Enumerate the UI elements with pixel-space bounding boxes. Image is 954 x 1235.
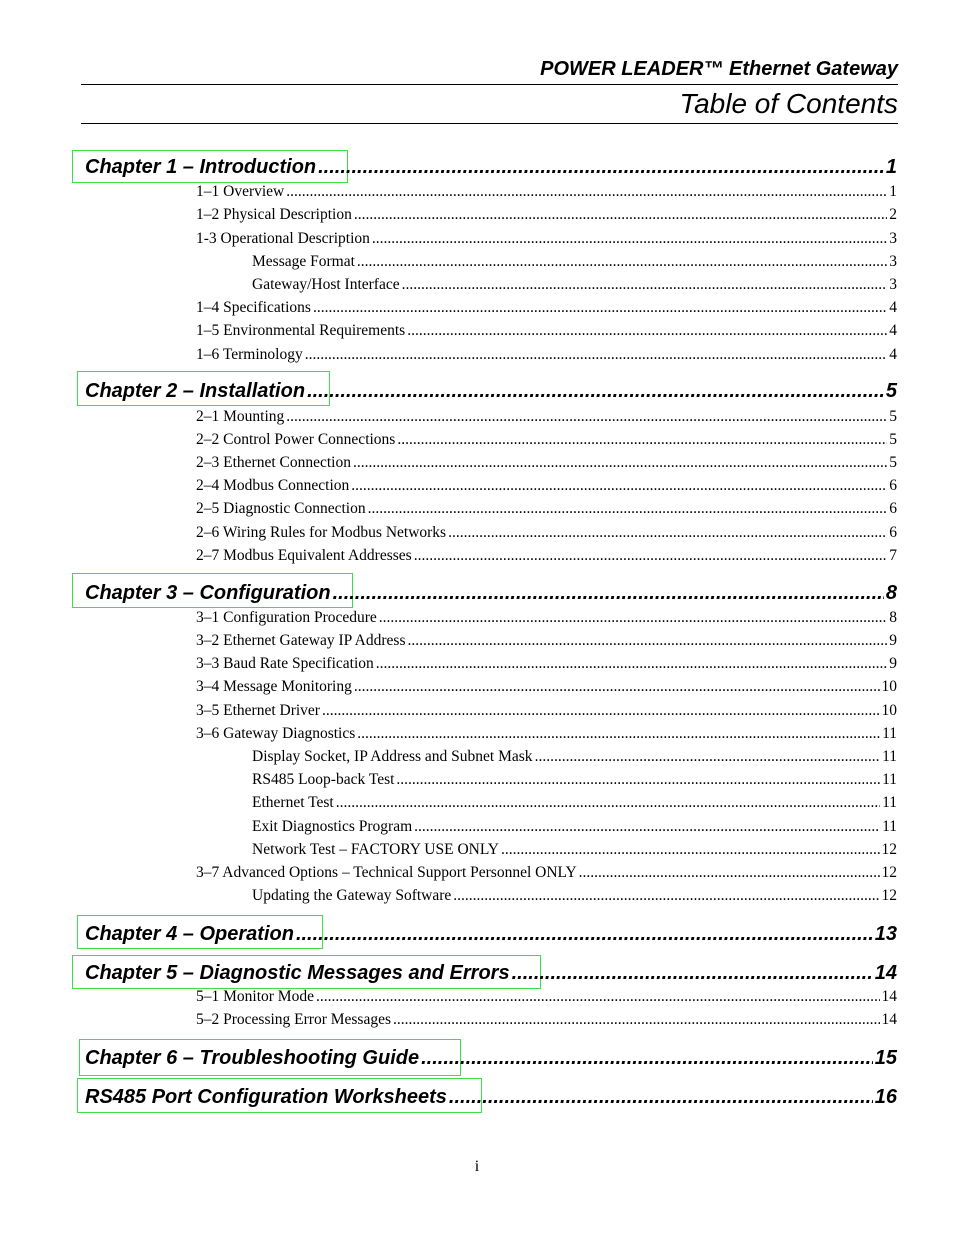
entry-page: 12 bbox=[881, 841, 897, 858]
dot-leader bbox=[414, 545, 888, 567]
dot-leader bbox=[453, 885, 879, 907]
toc-entry[interactable] bbox=[196, 498, 897, 520]
toc-entry[interactable] bbox=[196, 630, 897, 652]
entry-page: 11 bbox=[882, 794, 897, 811]
toc-entry[interactable] bbox=[196, 204, 897, 226]
toc-subentry[interactable] bbox=[252, 839, 897, 861]
entry-page: 9 bbox=[889, 632, 897, 649]
dot-leader bbox=[512, 960, 873, 986]
entry-page: 10 bbox=[881, 678, 897, 695]
dot-leader bbox=[322, 700, 880, 722]
entry-label: 2–2 Control Power Connections bbox=[196, 431, 396, 448]
entry-page: 3 bbox=[889, 230, 897, 247]
chapter-label: Chapter 6 – Troubleshooting Guide bbox=[85, 1047, 420, 1069]
dot-leader bbox=[354, 204, 887, 226]
toc-entry[interactable] bbox=[196, 181, 897, 203]
entry-page: 2 bbox=[889, 206, 897, 223]
entry-page: 10 bbox=[881, 702, 897, 719]
toc-entry[interactable] bbox=[196, 653, 897, 675]
entry-label: 3–2 Ethernet Gateway IP Address bbox=[196, 632, 406, 649]
entry-page: 4 bbox=[889, 322, 897, 339]
entry-page: 5 bbox=[889, 408, 897, 425]
dot-leader bbox=[414, 816, 880, 838]
chapter-label: Chapter 3 – Configuration bbox=[85, 582, 331, 604]
entry-page: 12 bbox=[881, 887, 897, 904]
dot-leader bbox=[402, 274, 888, 296]
entry-label: 3–1 Configuration Procedure bbox=[196, 609, 377, 626]
toc-entry[interactable] bbox=[196, 1009, 897, 1031]
chapter-page: 14 bbox=[874, 962, 897, 984]
entry-label: Message Format bbox=[252, 253, 355, 270]
toc-entry[interactable] bbox=[196, 700, 897, 722]
entry-page: 3 bbox=[889, 276, 897, 293]
toc-subentry[interactable] bbox=[252, 274, 897, 296]
header-rule-top bbox=[81, 84, 898, 85]
toc-subentry[interactable] bbox=[252, 746, 897, 768]
dot-leader bbox=[336, 792, 880, 814]
entry-label: 2–1 Mounting bbox=[196, 408, 285, 425]
chapter-page: 5 bbox=[885, 380, 897, 402]
entry-label: 2–3 Ethernet Connection bbox=[196, 454, 351, 471]
entry-label: Network Test – FACTORY USE ONLY bbox=[252, 841, 499, 858]
toc-chapter-4[interactable] bbox=[85, 921, 897, 947]
dot-leader bbox=[501, 839, 880, 861]
entry-page: 11 bbox=[882, 725, 897, 742]
dot-leader bbox=[286, 181, 887, 203]
dot-leader bbox=[316, 986, 880, 1008]
chapter-label: Chapter 1 – Introduction bbox=[85, 156, 317, 178]
toc-entry[interactable] bbox=[196, 297, 897, 319]
chapter-page: 8 bbox=[885, 582, 897, 604]
toc-subentry[interactable] bbox=[252, 816, 897, 838]
toc-entry[interactable] bbox=[196, 723, 897, 745]
dot-leader bbox=[448, 522, 887, 544]
entry-label: 3–4 Message Monitoring bbox=[196, 678, 352, 695]
dot-leader bbox=[307, 378, 884, 404]
toc-entry[interactable] bbox=[196, 475, 897, 497]
dot-leader bbox=[396, 769, 880, 791]
dot-leader bbox=[333, 580, 884, 606]
entry-label: 2–4 Modbus Connection bbox=[196, 477, 350, 494]
chapter-page: 15 bbox=[874, 1047, 897, 1069]
toc-chapter-2[interactable] bbox=[85, 378, 897, 404]
dot-leader bbox=[305, 344, 888, 366]
chapter-page: 16 bbox=[874, 1086, 897, 1108]
toc-entry[interactable] bbox=[196, 676, 897, 698]
entry-page: 5 bbox=[889, 431, 897, 448]
dot-leader bbox=[535, 746, 881, 768]
dot-leader bbox=[372, 228, 887, 250]
entry-page: 11 bbox=[882, 771, 897, 788]
entry-label: 3–3 Baud Rate Specification bbox=[196, 655, 374, 672]
toc-entry[interactable] bbox=[196, 607, 897, 629]
toc-subentry[interactable] bbox=[252, 885, 897, 907]
header-rule-bottom bbox=[81, 123, 898, 124]
entry-label: 5–2 Processing Error Messages bbox=[196, 1011, 392, 1028]
dot-leader bbox=[357, 723, 880, 745]
toc-title: Table of Contents bbox=[679, 88, 898, 119]
dot-leader bbox=[313, 297, 887, 319]
entry-page: 3 bbox=[889, 253, 897, 270]
entry-label: Updating the Gateway Software bbox=[252, 887, 452, 904]
entry-label: Gateway/Host Interface bbox=[252, 276, 400, 293]
dot-leader bbox=[408, 630, 888, 652]
entry-label: 1–1 Overview bbox=[196, 183, 285, 200]
toc-chapter-6[interactable] bbox=[85, 1045, 897, 1071]
dot-leader bbox=[357, 251, 887, 273]
toc-subentry[interactable] bbox=[252, 251, 897, 273]
entry-page: 11 bbox=[882, 748, 897, 765]
entry-page: 8 bbox=[889, 609, 897, 626]
chapter-label: Chapter 2 – Installation bbox=[85, 380, 306, 402]
dot-leader bbox=[376, 653, 887, 675]
entry-label: 3–6 Gateway Diagnostics bbox=[196, 725, 356, 742]
entry-label: 1-3 Operational Description bbox=[196, 230, 370, 247]
entry-page: 7 bbox=[889, 547, 897, 564]
toc-entry[interactable] bbox=[196, 228, 897, 250]
toc-worksheets[interactable] bbox=[85, 1084, 897, 1110]
dot-leader bbox=[421, 1045, 873, 1071]
dot-leader bbox=[393, 1009, 879, 1031]
toc-entry[interactable] bbox=[196, 545, 897, 567]
dot-leader bbox=[397, 429, 887, 451]
toc-entry[interactable] bbox=[196, 429, 897, 451]
entry-page: 9 bbox=[889, 655, 897, 672]
entry-page: 14 bbox=[881, 988, 897, 1005]
toc-entry[interactable] bbox=[196, 320, 897, 342]
entry-page: 12 bbox=[881, 864, 897, 881]
entry-page: 6 bbox=[889, 500, 897, 517]
entry-page: 6 bbox=[889, 524, 897, 541]
entry-page: 6 bbox=[889, 477, 897, 494]
entry-label: 3–7 Advanced Options – Technical Support Personnel ONLY bbox=[196, 864, 577, 881]
page-number: i bbox=[474, 1158, 480, 1175]
dot-leader bbox=[407, 320, 887, 342]
entry-page: 11 bbox=[882, 818, 897, 835]
dot-leader bbox=[379, 607, 887, 629]
chapter-label: Chapter 5 – Diagnostic Messages and Errors bbox=[85, 962, 510, 984]
chapter-label: Chapter 4 – Operation bbox=[85, 923, 294, 945]
entry-page: 4 bbox=[889, 299, 897, 316]
entry-page: 5 bbox=[889, 454, 897, 471]
entry-label: RS485 Loop-back Test bbox=[252, 771, 395, 788]
dot-leader bbox=[353, 452, 887, 474]
toc-subentry[interactable] bbox=[252, 769, 897, 791]
dot-leader bbox=[368, 498, 888, 520]
dot-leader bbox=[296, 921, 873, 947]
dot-leader bbox=[579, 862, 880, 884]
chapter-page: 13 bbox=[874, 923, 897, 945]
entry-label: 2–5 Diagnostic Connection bbox=[196, 500, 366, 517]
chapter-label: RS485 Port Configuration Worksheets bbox=[85, 1086, 447, 1108]
toc-entry[interactable] bbox=[196, 862, 897, 884]
toc-entry[interactable] bbox=[196, 406, 897, 428]
entry-label: 1–2 Physical Description bbox=[196, 206, 352, 223]
toc-chapter-3[interactable] bbox=[85, 580, 897, 606]
header-product-title: POWER LEADER™ Ethernet Gateway bbox=[540, 58, 898, 80]
toc-entry[interactable] bbox=[196, 344, 897, 366]
entry-page: 14 bbox=[881, 1011, 897, 1028]
toc-subentry[interactable] bbox=[252, 792, 897, 814]
entry-label: 2–6 Wiring Rules for Modbus Networks bbox=[196, 524, 447, 541]
entry-label: 1–4 Specifications bbox=[196, 299, 311, 316]
entry-page: 1 bbox=[889, 183, 897, 200]
entry-label: Display Socket, IP Address and Subnet Mask bbox=[252, 748, 533, 765]
entry-label: 5–1 Monitor Mode bbox=[196, 988, 314, 1005]
toc-entry[interactable] bbox=[196, 452, 897, 474]
chapter-page: 1 bbox=[885, 156, 897, 178]
dot-leader bbox=[354, 676, 880, 698]
entry-label: Exit Diagnostics Program bbox=[252, 818, 413, 835]
toc-chapter-5[interactable] bbox=[85, 960, 897, 986]
entry-label: 3–5 Ethernet Driver bbox=[196, 702, 320, 719]
toc-entry[interactable] bbox=[196, 986, 897, 1008]
entry-label: 1–5 Environmental Requirements bbox=[196, 322, 406, 339]
entry-label: 2–7 Modbus Equivalent Addresses bbox=[196, 547, 412, 564]
dot-leader bbox=[351, 475, 887, 497]
toc-entry[interactable] bbox=[196, 522, 897, 544]
toc-chapter-1[interactable] bbox=[85, 154, 897, 180]
entry-label: Ethernet Test bbox=[252, 794, 334, 811]
entry-label: 1–6 Terminology bbox=[196, 346, 303, 363]
dot-leader bbox=[318, 154, 884, 180]
dot-leader bbox=[449, 1084, 873, 1110]
entry-page: 4 bbox=[889, 346, 897, 363]
dot-leader bbox=[286, 406, 887, 428]
